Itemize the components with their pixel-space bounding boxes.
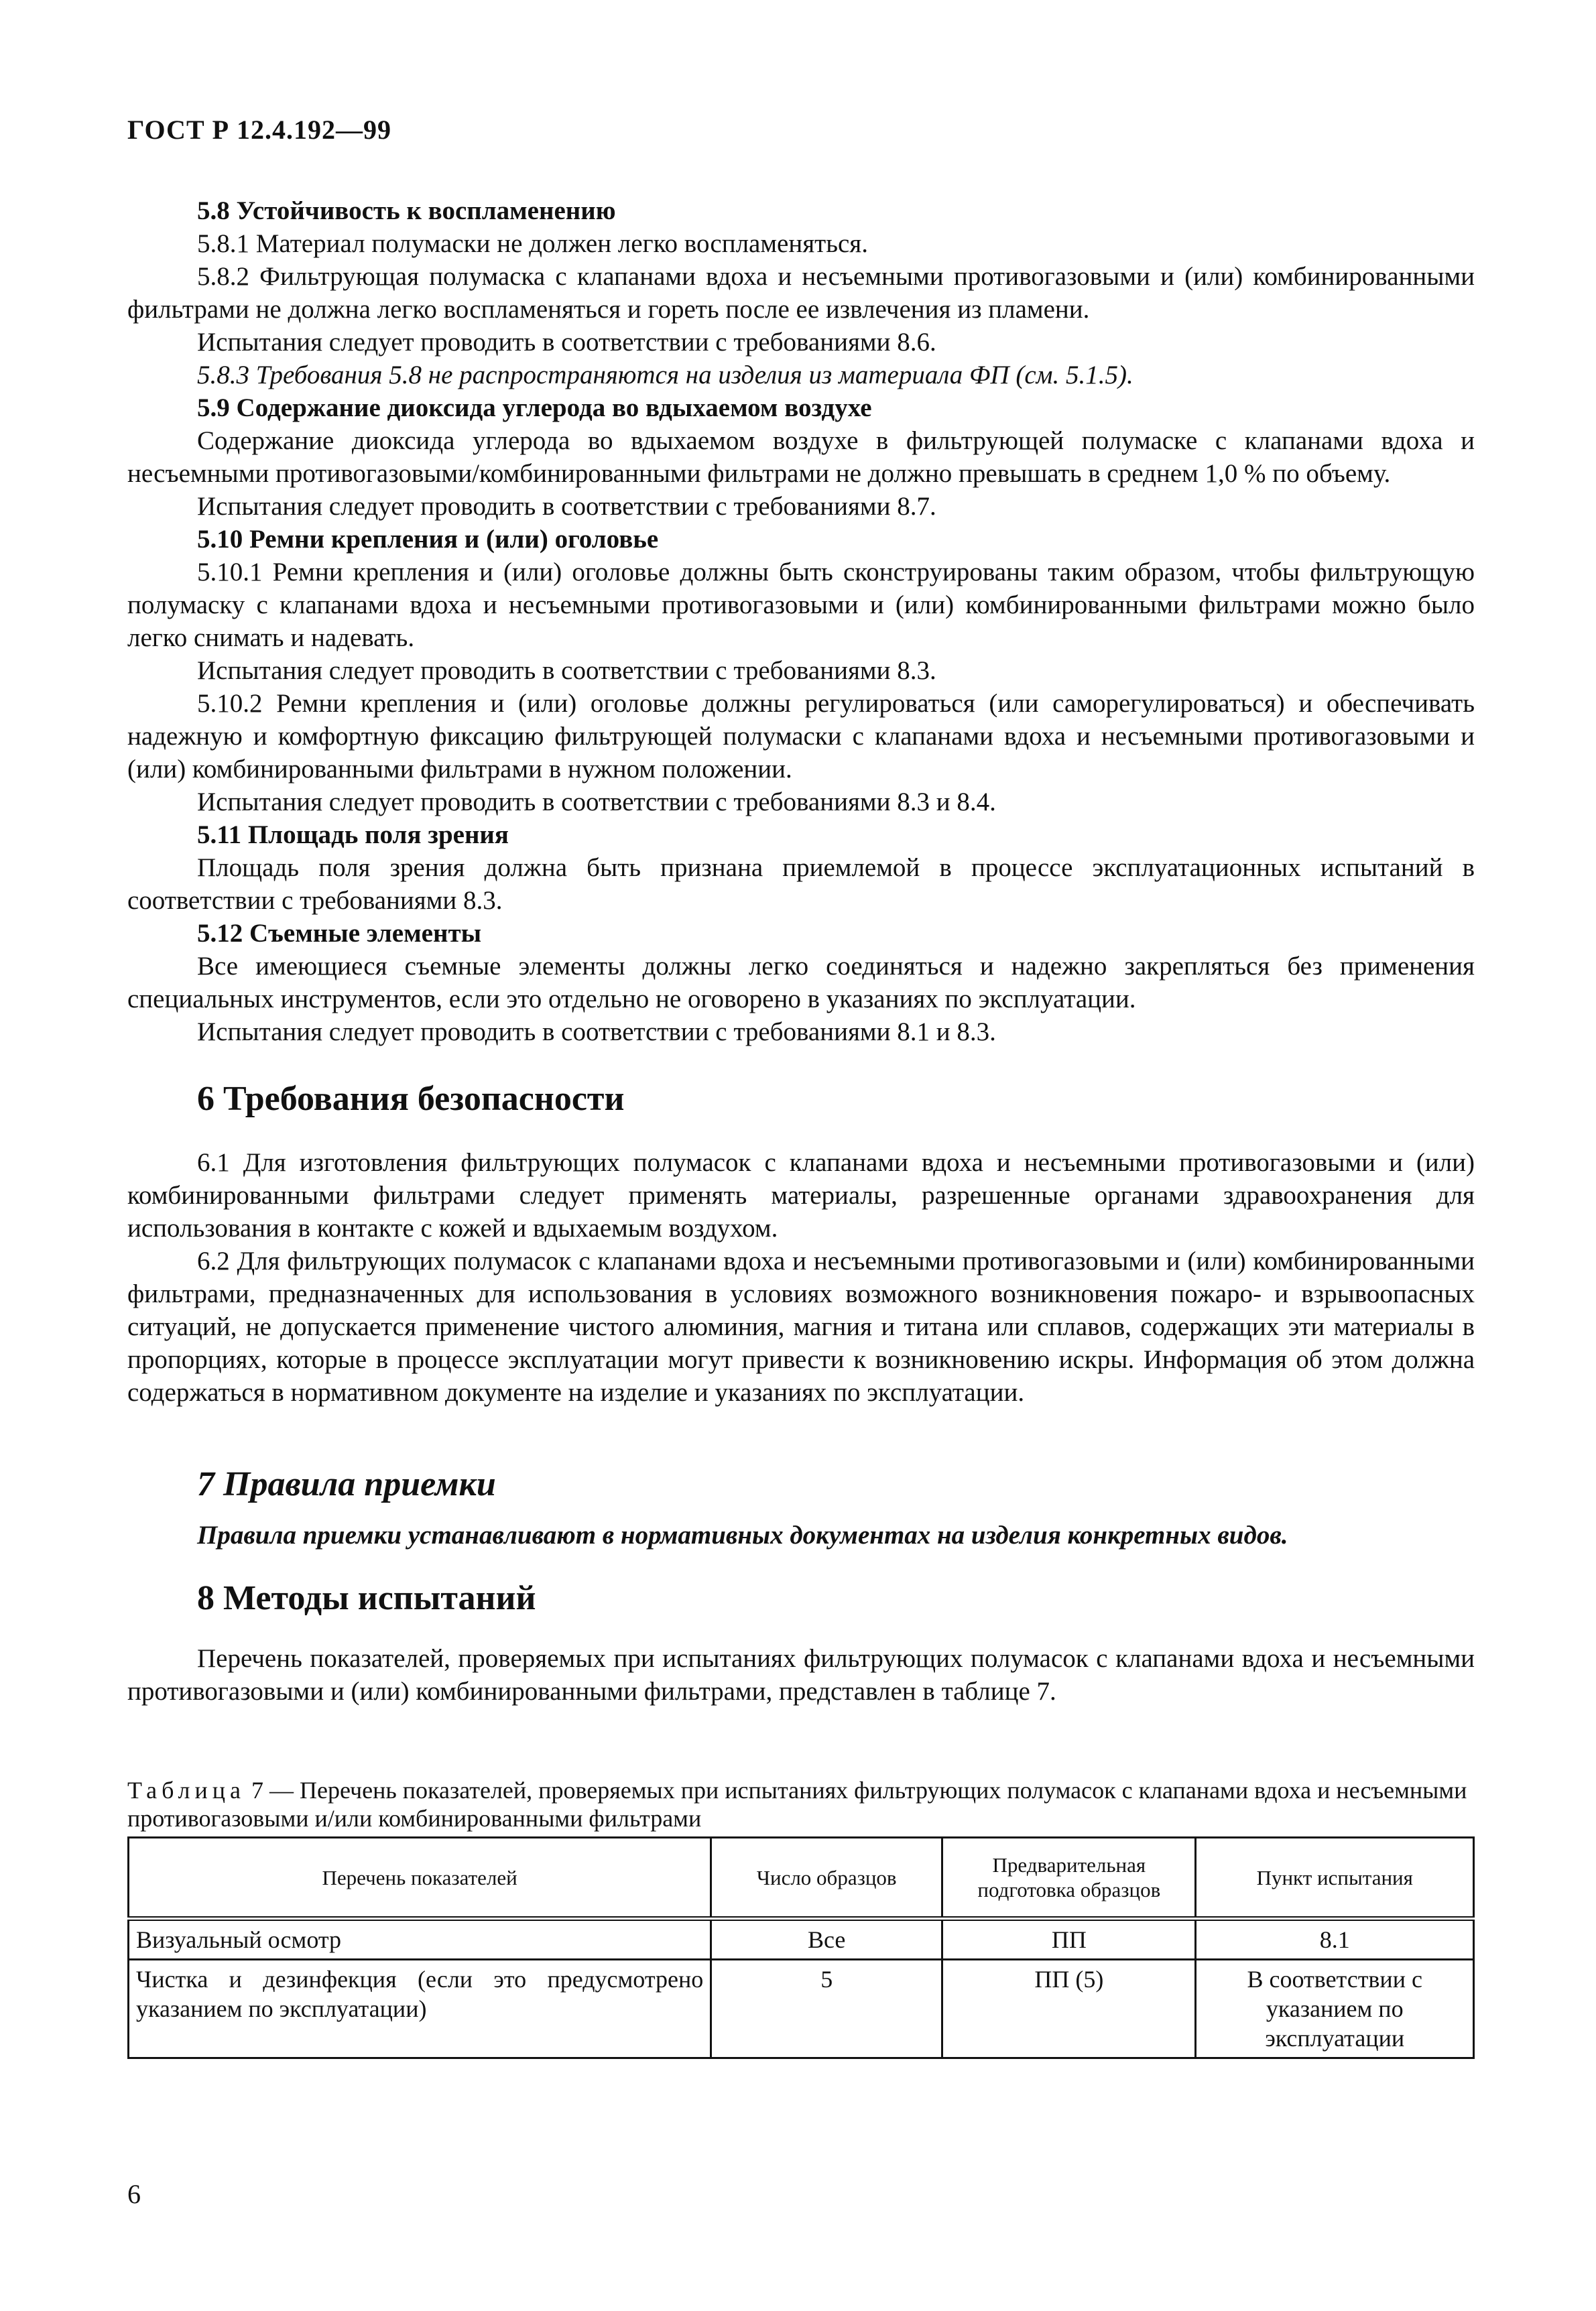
table-caption-text: 7 — Перечень показателей, проверяемых при испытаниях фильтрующих полумасок с клапанами вдоха и несъемными противогазовыми и/или комбинированными фильтрами — [127, 1777, 1467, 1832]
paragraph: Испытания следует проводить в соответствии с требованиями 8.1 и 8.3. — [197, 1017, 996, 1046]
column-header: Предварительная подготовка образцов — [942, 1838, 1196, 1919]
paragraph: 5.8.2 Фильтрующая полумаска с клапанами вдоха и несъемными противогазовыми и (или) комбинированными фильтрами не должна легко воспламеняться и гореть после ее извлечения из пламени. — [127, 262, 1475, 324]
section-6-body — [127, 1146, 1475, 1409]
subsection-heading: 5.11 Площадь поля зрения — [197, 820, 509, 849]
subsection-heading: 5.8 Устойчивость к воспламенению — [197, 196, 616, 225]
table-row — [129, 1960, 1474, 2058]
table-row — [129, 1919, 1474, 1960]
paragraph: Испытания следует проводить в соответствии с требованиями 8.3 и 8.4. — [197, 788, 996, 816]
table-7 — [127, 1836, 1475, 2059]
subsection-heading: 5.10 Ремни крепления и (или) оголовье — [197, 525, 659, 554]
table-cell: Чистка и дезинфекция (если это предусмотрено указанием по эксплуатации) — [129, 1960, 711, 2058]
column-header: Перечень показателей — [129, 1838, 711, 1919]
section-7-text: Правила приемки устанавливают в нормативных документах на изделия конкретных видов. — [197, 1521, 1288, 1550]
subsection-heading: 5.9 Содержание диоксида углерода во вдыхаемом воздухе — [197, 393, 872, 422]
table-cell: 8.1 — [1196, 1919, 1474, 1960]
paragraph: Испытания следует проводить в соответствии с требованиями 8.6. — [197, 328, 936, 357]
table-cell: В соответствии с указанием по эксплуатации — [1196, 1960, 1474, 2058]
italic-note: 5.8.3 Требования 5.8 не распространяются на изделия из материала ФП (см. 5.1.5). — [197, 361, 1133, 389]
section-5-continued — [127, 194, 1475, 1048]
table-caption — [127, 1776, 1468, 1832]
table-header-row — [129, 1838, 1474, 1919]
section-6-title: 6 Требования безопасности — [197, 1080, 625, 1118]
paragraph: Содержание диоксида углерода во вдыхаемом воздухе в фильтрующей полумаске с клапанами вдоха и несъемными противогазовыми/комбинированными фильтрами не должно превышать в среднем 1,0 % по объему. — [127, 426, 1475, 488]
paragraph: 5.10.1 Ремни крепления и (или) оголовье должны быть сконструированы таким образом, чтобы фильтрующую полумаску с клапанами вдоха и несъемными противогазовыми и (или) комбинированными фильтрами можно было легко снимать и надевать. — [127, 558, 1475, 652]
paragraph: Все имеющиеся съемные элементы должны легко соединяться и надежно закрепляться без применения специальных инструментов, если это отдельно не оговорено в указаниях по эксплуатации. — [127, 952, 1475, 1013]
table-cell: ПП — [942, 1919, 1196, 1960]
running-header: ГОСТ Р 12.4.192—99 — [127, 115, 392, 145]
paragraph: Перечень показателей, проверяемых при испытаниях фильтрующих полумасок с клапанами вдоха и несъемными противогазовыми и (или) комбинированными фильтрами, представлен в таблице 7. — [127, 1644, 1475, 1706]
subsection-heading: 5.12 Съемные элементы — [197, 919, 482, 948]
paragraph: 6.2 Для фильтрующих полумасок с клапанами вдоха и несъемными противогазовыми и (или) комбинированными фильтрами, предназначенных для использования в условиях возможного возникновения пожаро- и взрывоопасных ситуаций, не допускается применение чистого алюминия, магния и титана или сплавов, содержащих эти материалы в пропорциях, которые в процессе эксплуатации могут привести к возникновению искры. Информация об этом должна содержаться в нормативном документе на изделие и указаниях по эксплуатации. — [127, 1247, 1475, 1407]
paragraph: Испытания следует проводить в соответствии с требованиями 8.3. — [197, 656, 936, 685]
paragraph: 6.1 Для изготовления фильтрующих полумасок с клапанами вдоха и несъемными противогазовыми и (или) комбинированными фильтрами следует применять материалы, разрешенные органами здравоохранения для использования в контакте с кожей и вдыхаемым воздухом. — [127, 1148, 1475, 1243]
paragraph: Испытания следует проводить в соответствии с требованиями 8.7. — [197, 492, 936, 521]
column-header: Число образцов — [711, 1838, 942, 1919]
column-header: Пункт испытания — [1196, 1838, 1474, 1919]
section-8-body — [127, 1642, 1475, 1708]
table-cell: Визуальный осмотр — [129, 1919, 711, 1960]
table-cell: Все — [711, 1919, 942, 1960]
page-number: 6 — [127, 2179, 141, 2209]
section-7-title: 7 Правила приемки — [197, 1465, 496, 1503]
paragraph: 5.10.2 Ремни крепления и (или) оголовье должны регулироваться (или саморегулироваться) и обеспечивать надежную и комфортную фиксацию фильтрующей полумаски с клапанами вдоха и несъемными противогазовыми и (или) комбинированными фильтрами в нужном положении. — [127, 689, 1475, 784]
table-caption-label: Таблица — [127, 1777, 245, 1804]
paragraph: Площадь поля зрения должна быть признана приемлемой в процессе эксплуатационных испытаний в соответствии с требованиями 8.3. — [127, 853, 1475, 915]
paragraph: 5.8.1 Материал полумаски не должен легко воспламеняться. — [197, 229, 868, 258]
section-8-title: 8 Методы испытаний — [197, 1579, 536, 1617]
table-cell: ПП (5) — [942, 1960, 1196, 2058]
table-cell: 5 — [711, 1960, 942, 2058]
